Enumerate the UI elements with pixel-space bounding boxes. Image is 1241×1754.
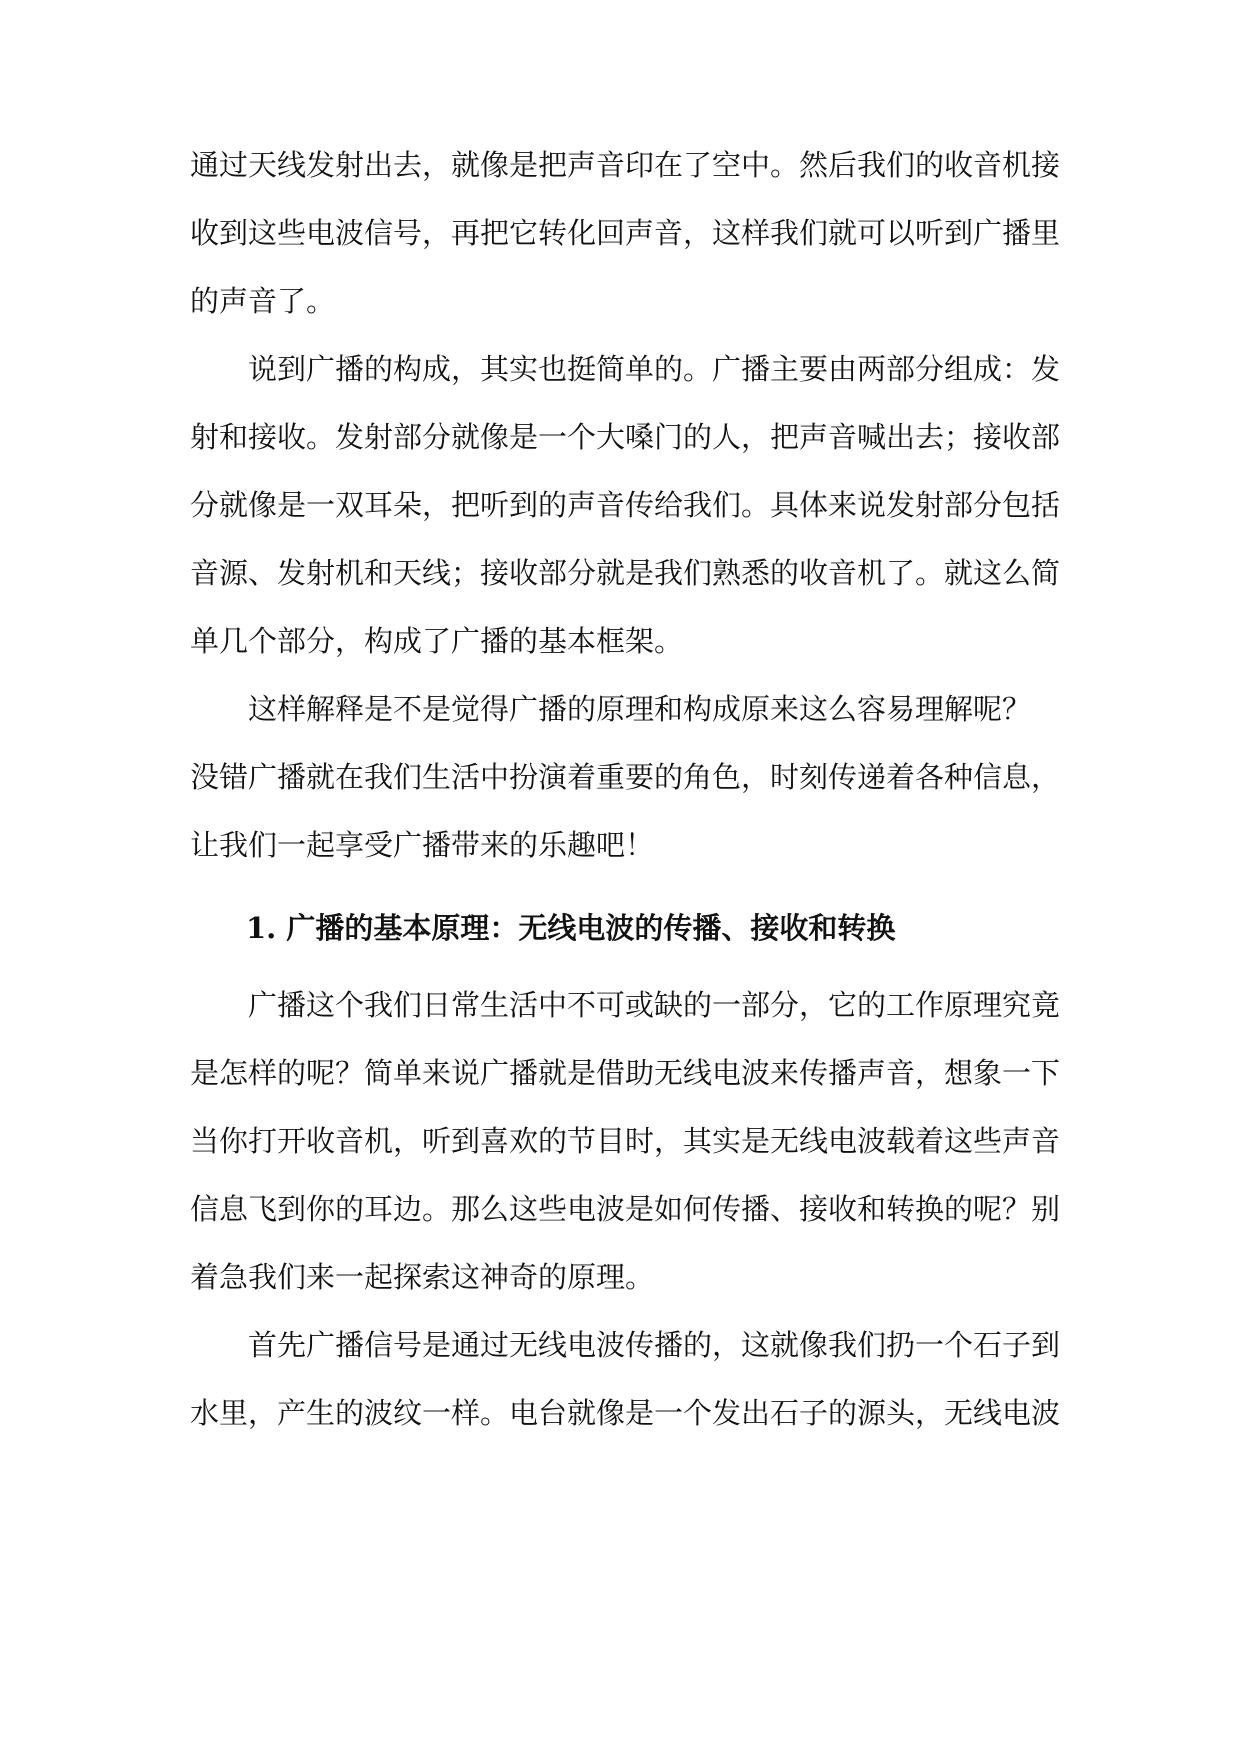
paragraph-line: 分就像是一双耳朵，把听到的声音传给我们。具体来说发射部分包括	[190, 488, 1061, 522]
paragraph-line: 是怎样的呢？简单来说广播就是借助无线电波来传播声音，想象一下	[190, 1056, 1061, 1090]
paragraph-line: 没错广播就在我们生活中扮演着重要的角色，时刻传递着各种信息，	[190, 760, 1061, 794]
paragraph-line: 水里，产生的波纹一样。电台就像是一个发出石子的源头，无线电波	[190, 1396, 1061, 1430]
paragraph-line: 射和接收。发射部分就像是一个大嗓门的人，把声音喊出去；接收部	[190, 420, 1061, 454]
paragraph-line: 说到广播的构成，其实也挺简单的。广播主要由两部分组成：发	[248, 352, 1061, 386]
paragraph-line: 单几个部分，构成了广播的基本框架。	[190, 624, 684, 658]
paragraph-line: 广播这个我们日常生活中不可或缺的一部分，它的工作原理究竟	[248, 988, 1061, 1022]
paragraph-line: 收到这些电波信号，再把它转化回声音，这样我们就可以听到广播里	[190, 216, 1061, 250]
paragraph-line: 这样解释是不是觉得广播的原理和构成原来这么容易理解呢？	[248, 692, 1032, 726]
paragraph-line: 着急我们来一起探索这神奇的原理。	[190, 1260, 655, 1294]
paragraph-line: 当你打开收音机，听到喜欢的节目时，其实是无线电波载着这些声音	[190, 1124, 1061, 1158]
paragraph-line: 首先广播信号是通过无线电波传播的，这就像我们扔一个石子到	[248, 1328, 1061, 1362]
paragraph-line: 音源、发射机和天线；接收部分就是我们熟悉的收音机了。就这么简	[190, 556, 1061, 590]
paragraph-line: 通过天线发射出去，就像是把声音印在了空中。然后我们的收音机接	[190, 148, 1061, 182]
section-heading: 1. 广播的基本原理：无线电波的传播、接收和转换	[246, 911, 896, 945]
paragraph-line: 信息飞到你的耳边。那么这些电波是如何传播、接收和转换的呢？别	[190, 1192, 1061, 1226]
paragraph-line: 让我们一起享受广播带来的乐趣吧！	[190, 828, 655, 862]
paragraph-line: 的声音了。	[190, 284, 336, 318]
